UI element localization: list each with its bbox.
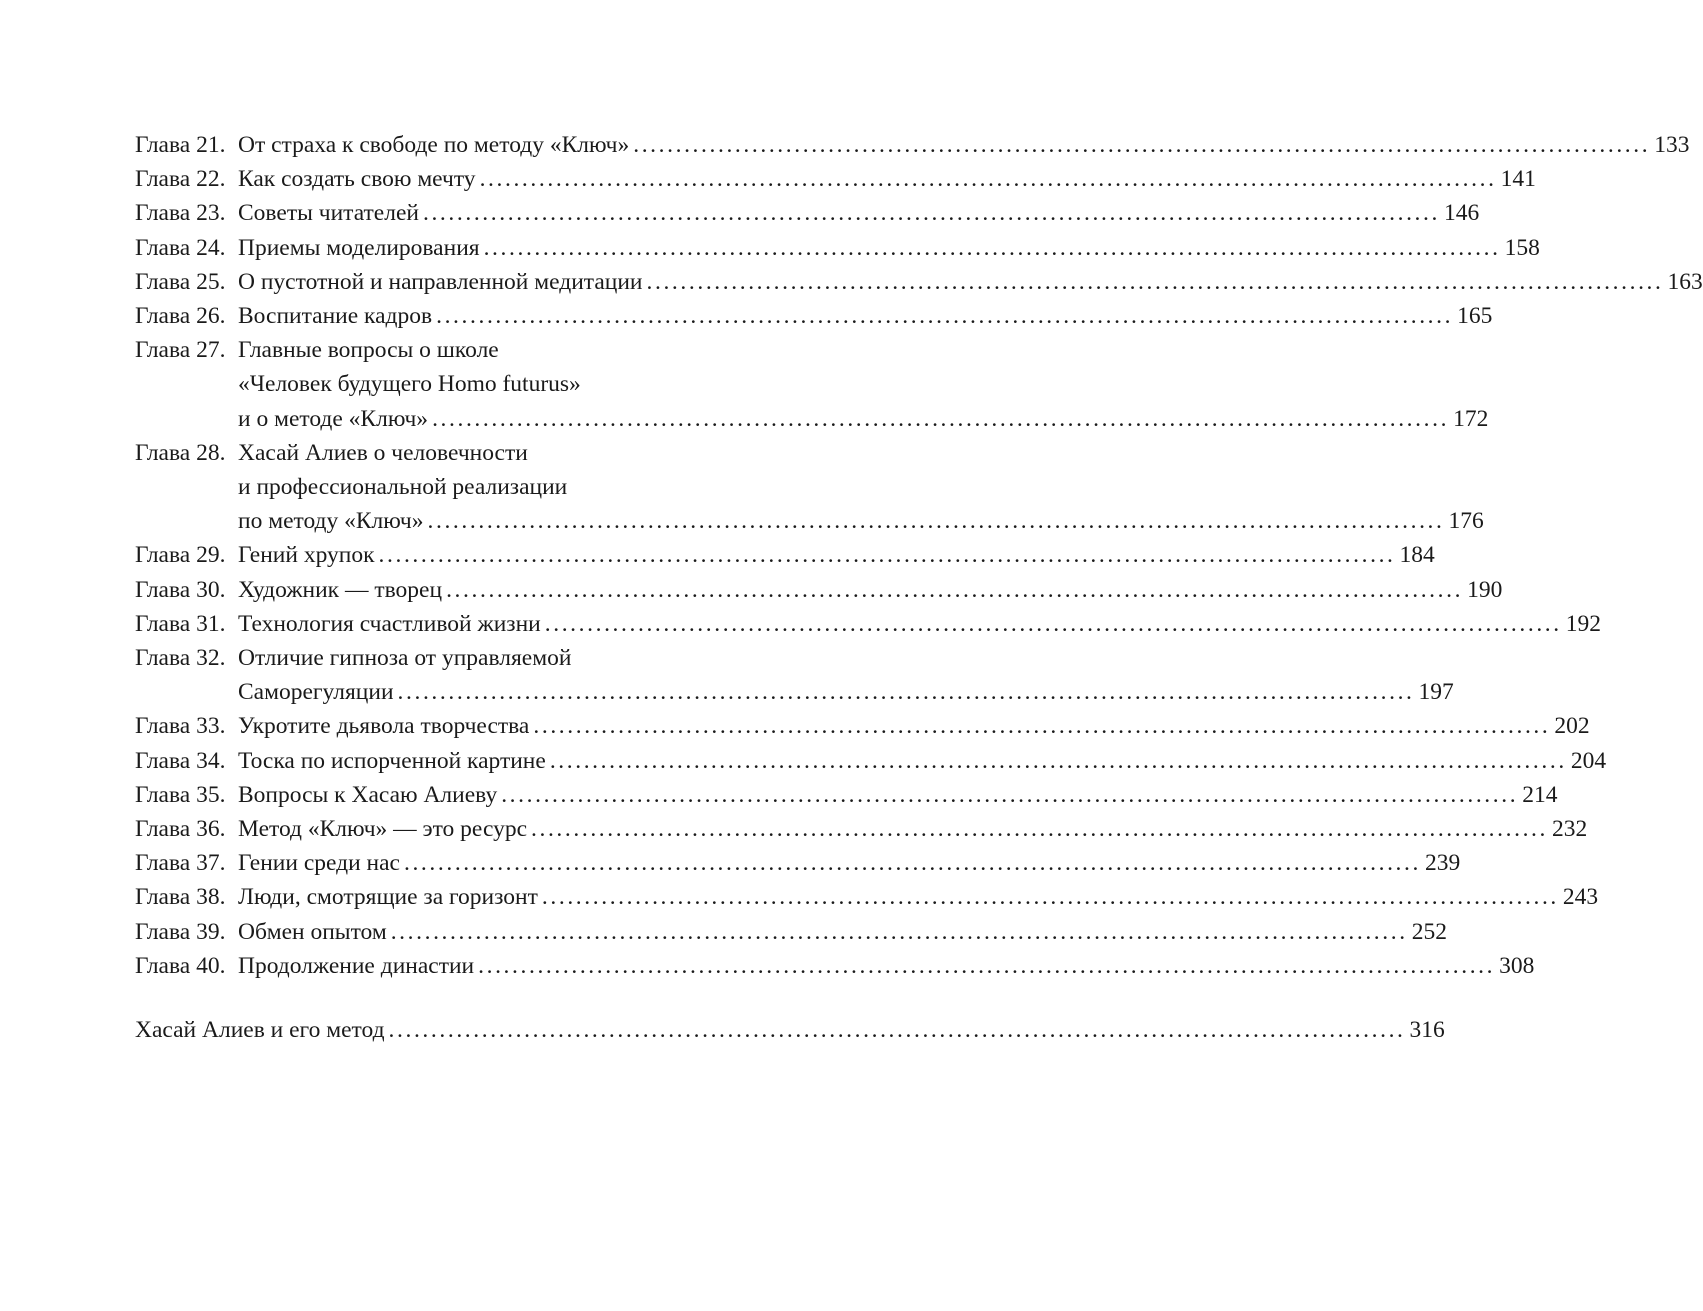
toc-title-text: Саморегуляции [238, 679, 394, 706]
toc-page-number: 308 [1499, 952, 1535, 979]
toc-title-line [238, 367, 749, 401]
toc-chapter-label: Глава 22. [135, 166, 226, 193]
toc-leader-dots: ........................................................................................................................ [422, 200, 1440, 227]
toc-title-line [238, 949, 1535, 983]
toc-title-line [238, 436, 749, 470]
toc-chapter-label: Глава 30. [135, 576, 226, 603]
toc-chapter-label: Глава 27. [135, 337, 226, 364]
toc-entry-body [238, 196, 1480, 230]
toc-title-text: Хасай Алиев о человечности [238, 439, 528, 466]
toc-entry-body [238, 231, 1540, 265]
toc-page-number: 165 [1457, 303, 1493, 330]
toc-entry[interactable] [135, 196, 1480, 230]
toc-chapter-label: Глава 33. [135, 713, 226, 740]
toc-title-text: Гений хрупок [238, 542, 375, 569]
toc-entry[interactable] [135, 299, 1493, 333]
toc-title-line [238, 709, 1590, 743]
toc-entry[interactable] [135, 744, 1607, 778]
toc-entry[interactable] [135, 538, 1435, 572]
toc-chapter-label: Глава 32. [135, 645, 226, 672]
toc-title-text: Обмен опытом [238, 918, 387, 945]
toc-page-number: 176 [1448, 508, 1484, 535]
toc-title-line [238, 812, 1588, 846]
toc-entry-body [238, 709, 1590, 743]
toc-title-line [238, 162, 1536, 196]
toc-entry-body [238, 128, 1690, 162]
toc-chapter-label: Глава 40. [135, 952, 226, 979]
toc-page-number: 141 [1500, 166, 1536, 193]
toc-leader-dots: ........................................................................................................................ [549, 747, 1567, 774]
toc-title-text: Как создать свою мечту [238, 166, 476, 193]
toc-title-line [238, 641, 749, 675]
toc-title-text: Гении среди нас [238, 850, 400, 877]
toc-chapter-label: Глава 25. [135, 268, 226, 295]
toc-title-line [238, 573, 1503, 607]
toc-title-line [238, 607, 1601, 641]
toc-leader-dots: ........................................................................................................................ [646, 268, 1664, 295]
toc-entry[interactable] [135, 128, 1690, 162]
toc-title-line [238, 128, 1690, 162]
toc-title-text: Продолжение династии [238, 952, 475, 979]
toc-leader-dots: ........................................................................................................................ [388, 1017, 1406, 1044]
toc-page-number: 204 [1570, 747, 1607, 774]
toc-page-number: 172 [1453, 405, 1489, 432]
toc-leader-dots: ........................................................................................................................ [541, 884, 1559, 911]
toc-page-number: 163 [1667, 268, 1703, 295]
toc-title-line [238, 538, 1435, 572]
toc-page-number: 232 [1552, 816, 1588, 843]
toc-title-line [238, 778, 1558, 812]
toc-leader-dots: ........................................................................................................................ [533, 713, 1551, 740]
toc-title-text: и о методе «Ключ» [238, 405, 429, 432]
toc-leader-dots: ........................................................................................................................ [390, 918, 1408, 945]
toc-entry-body [238, 265, 1703, 299]
toc-entry-body [238, 880, 1599, 914]
toc-gap [135, 983, 749, 1017]
toc-title-text: Советы читателей [238, 200, 419, 227]
toc-chapter-label: Глава 38. [135, 884, 226, 911]
toc-title-line [238, 299, 1493, 333]
toc-entry-body [238, 812, 1588, 846]
toc-title-text: Укротите дьявола творчества [238, 713, 530, 740]
toc-entry-body [238, 436, 1484, 539]
toc-entry[interactable] [135, 265, 1703, 299]
toc-title-text: Отличие гипноза от управляемой [238, 645, 572, 672]
toc-page-number: 202 [1554, 713, 1590, 740]
toc-entry-body [238, 915, 1447, 949]
toc-entry[interactable] [135, 778, 1558, 812]
toc-entry-body [238, 744, 1607, 778]
toc-page-number: 239 [1424, 850, 1461, 877]
toc-leader-dots: ........................................................................................................................ [432, 405, 1450, 432]
toc-title-text: и профессиональной реализации [238, 474, 568, 501]
toc-leader-dots: ........................................................................................................................ [479, 166, 1497, 193]
toc-page-number: 158 [1504, 234, 1540, 261]
toc-entry[interactable] [135, 231, 1540, 265]
toc-title-line [238, 880, 1599, 914]
toc-page-number: 146 [1443, 200, 1480, 227]
toc-entry[interactable] [135, 846, 1461, 880]
toc-leader-dots: ........................................................................................................................ [544, 610, 1562, 637]
toc-entry[interactable] [135, 949, 1535, 983]
toc-entry[interactable] [135, 915, 1447, 949]
toc-entry-body [238, 573, 1503, 607]
toc-title-line [238, 470, 749, 504]
toc-title-line [238, 265, 1703, 299]
toc-chapter-label: Глава 35. [135, 781, 226, 808]
toc-entry-body [238, 538, 1435, 572]
toc-title-text: Метод «Ключ» — это ресурс [238, 816, 527, 843]
toc-page-number: 252 [1411, 918, 1447, 945]
toc-leader-dots: ........................................................................................................................ [436, 303, 1454, 330]
toc-page-number: 192 [1565, 610, 1601, 637]
toc-entry-body [238, 641, 1454, 709]
toc-entry-body [238, 333, 1489, 436]
toc-entry[interactable] [135, 607, 1601, 641]
toc-leader-dots: ........................................................................................................................ [633, 132, 1651, 158]
toc-leader-dots: ........................................................................................................................ [403, 850, 1421, 877]
toc-page-number: 316 [1409, 1017, 1445, 1044]
toc-chapter-label: Глава 21. [135, 132, 226, 158]
toc-entry[interactable] [135, 573, 1503, 607]
toc-title-line [238, 675, 1454, 709]
toc-chapter-label: Глава 29. [135, 542, 226, 569]
toc-entry[interactable] [135, 436, 1484, 539]
toc-title-line [238, 846, 1461, 880]
toc-page-number: 184 [1399, 542, 1435, 569]
toc-title-line [238, 402, 1489, 436]
toc-chapter-label: Глава 34. [135, 747, 226, 774]
toc-title-line [238, 333, 749, 367]
toc-final-entry[interactable] [135, 1017, 1445, 1044]
toc-entry-body [238, 162, 1536, 196]
toc-title-line [238, 504, 1484, 538]
toc-leader-dots: ........................................................................................................................ [483, 234, 1501, 261]
toc-chapter-label: Глава 24. [135, 234, 226, 261]
toc-entry[interactable] [135, 812, 1588, 846]
toc-leader-dots: ........................................................................................................................ [531, 816, 1548, 843]
toc-leader-dots: ........................................................................................................................ [427, 508, 1445, 535]
toc-title-text: Вопросы к Хасаю Алиеву [238, 781, 498, 808]
toc-chapter-label: Глава 37. [135, 850, 226, 877]
toc-title-text: О пустотной и направленной медитации [238, 268, 643, 295]
toc-title-text: Технология счастливой жизни [238, 610, 541, 637]
toc-title-text: «Человек будущего Homo futurus» [238, 371, 581, 398]
toc-chapter-label: Глава 39. [135, 918, 226, 945]
toc-page-number: 214 [1522, 781, 1558, 808]
toc-entry-body [238, 778, 1558, 812]
toc-title-text: Тоска по испорченной картине [238, 747, 546, 774]
toc-entry[interactable] [135, 709, 1590, 743]
toc-leader-dots: ........................................................................................................................ [378, 542, 1396, 569]
toc-page-number: 190 [1467, 576, 1503, 603]
toc-title-text: Художник — творец [238, 576, 443, 603]
toc-chapter-label: Глава 23. [135, 200, 226, 227]
toc-chapter-label: Глава 26. [135, 303, 226, 330]
toc-entry[interactable] [135, 641, 1454, 709]
toc-title-line [238, 231, 1540, 265]
toc-title-line [238, 744, 1607, 778]
toc-chapter-label: Глава 36. [135, 816, 226, 843]
toc-chapter-label: Глава 28. [135, 439, 226, 466]
toc-title-text: Приемы моделирования [238, 234, 480, 261]
toc-page-number: 197 [1418, 679, 1454, 706]
toc-leader-dots: ........................................................................................................................ [478, 952, 1496, 979]
toc-title-text: Воспитание кадров [238, 303, 433, 330]
toc-entry-body [238, 299, 1493, 333]
toc-title-line [238, 196, 1480, 230]
toc-leader-dots: ........................................................................................................................ [501, 781, 1519, 808]
toc-entry[interactable] [135, 333, 1489, 436]
toc-chapter-label: Глава 31. [135, 610, 226, 637]
toc-entries [135, 128, 1703, 983]
table-of-contents [135, 128, 1703, 1044]
toc-title-text: Люди, смотрящие за горизонт [238, 884, 538, 911]
toc-title-text: Главные вопросы о школе [238, 337, 499, 364]
toc-entry[interactable] [135, 880, 1599, 914]
toc-page-number: 133 [1654, 132, 1690, 158]
toc-entry[interactable] [135, 162, 1536, 196]
toc-leader-dots: ........................................................................................................................ [446, 576, 1464, 603]
toc-entry-body [238, 949, 1535, 983]
toc-title-text: От страха к свободе по методу «Ключ» [238, 132, 630, 158]
toc-entry-body [238, 846, 1461, 880]
toc-leader-dots: ........................................................................................................................ [397, 679, 1415, 706]
toc-entry-body [238, 607, 1601, 641]
toc-title-text: по методу «Ключ» [238, 508, 424, 535]
toc-page-number: 243 [1562, 884, 1599, 911]
toc-title-line [238, 915, 1447, 949]
toc-final-title: Хасай Алиев и его метод [135, 1017, 385, 1044]
